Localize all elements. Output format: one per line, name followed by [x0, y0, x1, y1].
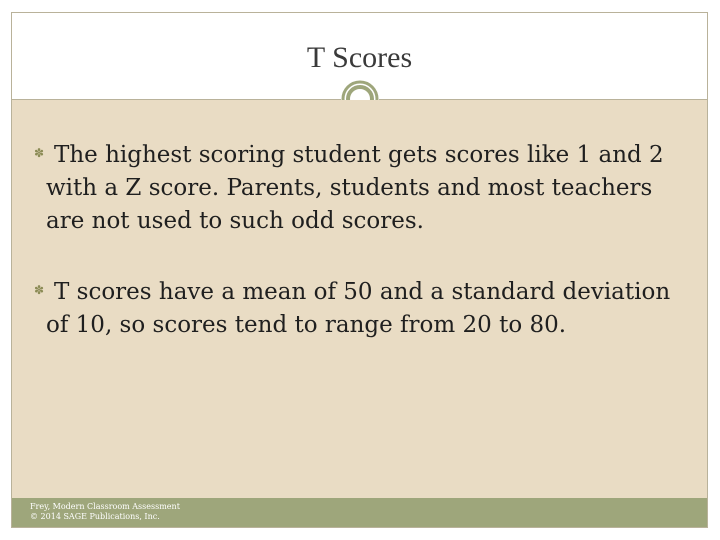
- footer-line: © 2014 SAGE Publications, Inc.: [30, 512, 160, 521]
- footer-citation: [30, 502, 180, 522]
- bullet-icon: ✽: [34, 146, 45, 160]
- slide-title: T Scores: [306, 41, 413, 74]
- footer-bar: [12, 498, 707, 527]
- bullet-line: of 10, so scores tend to range from 20 to 80.: [46, 312, 567, 338]
- bullet-icon: ✽: [34, 283, 45, 297]
- bullet-line: ✽ The highest scoring student gets scores like 1 and 2: [34, 137, 696, 172]
- bullet-line: with a Z score. Parents, students and most teachers: [46, 175, 653, 201]
- bullet-line: are not used to such odd scores.: [46, 208, 424, 234]
- bullet-line: ✽ T scores have a mean of 50 and a standard deviation: [34, 274, 696, 309]
- bullet-item: [34, 274, 696, 342]
- bullet-item: [34, 137, 696, 238]
- footer-line: Frey, Modern Classroom Assessment: [30, 502, 180, 511]
